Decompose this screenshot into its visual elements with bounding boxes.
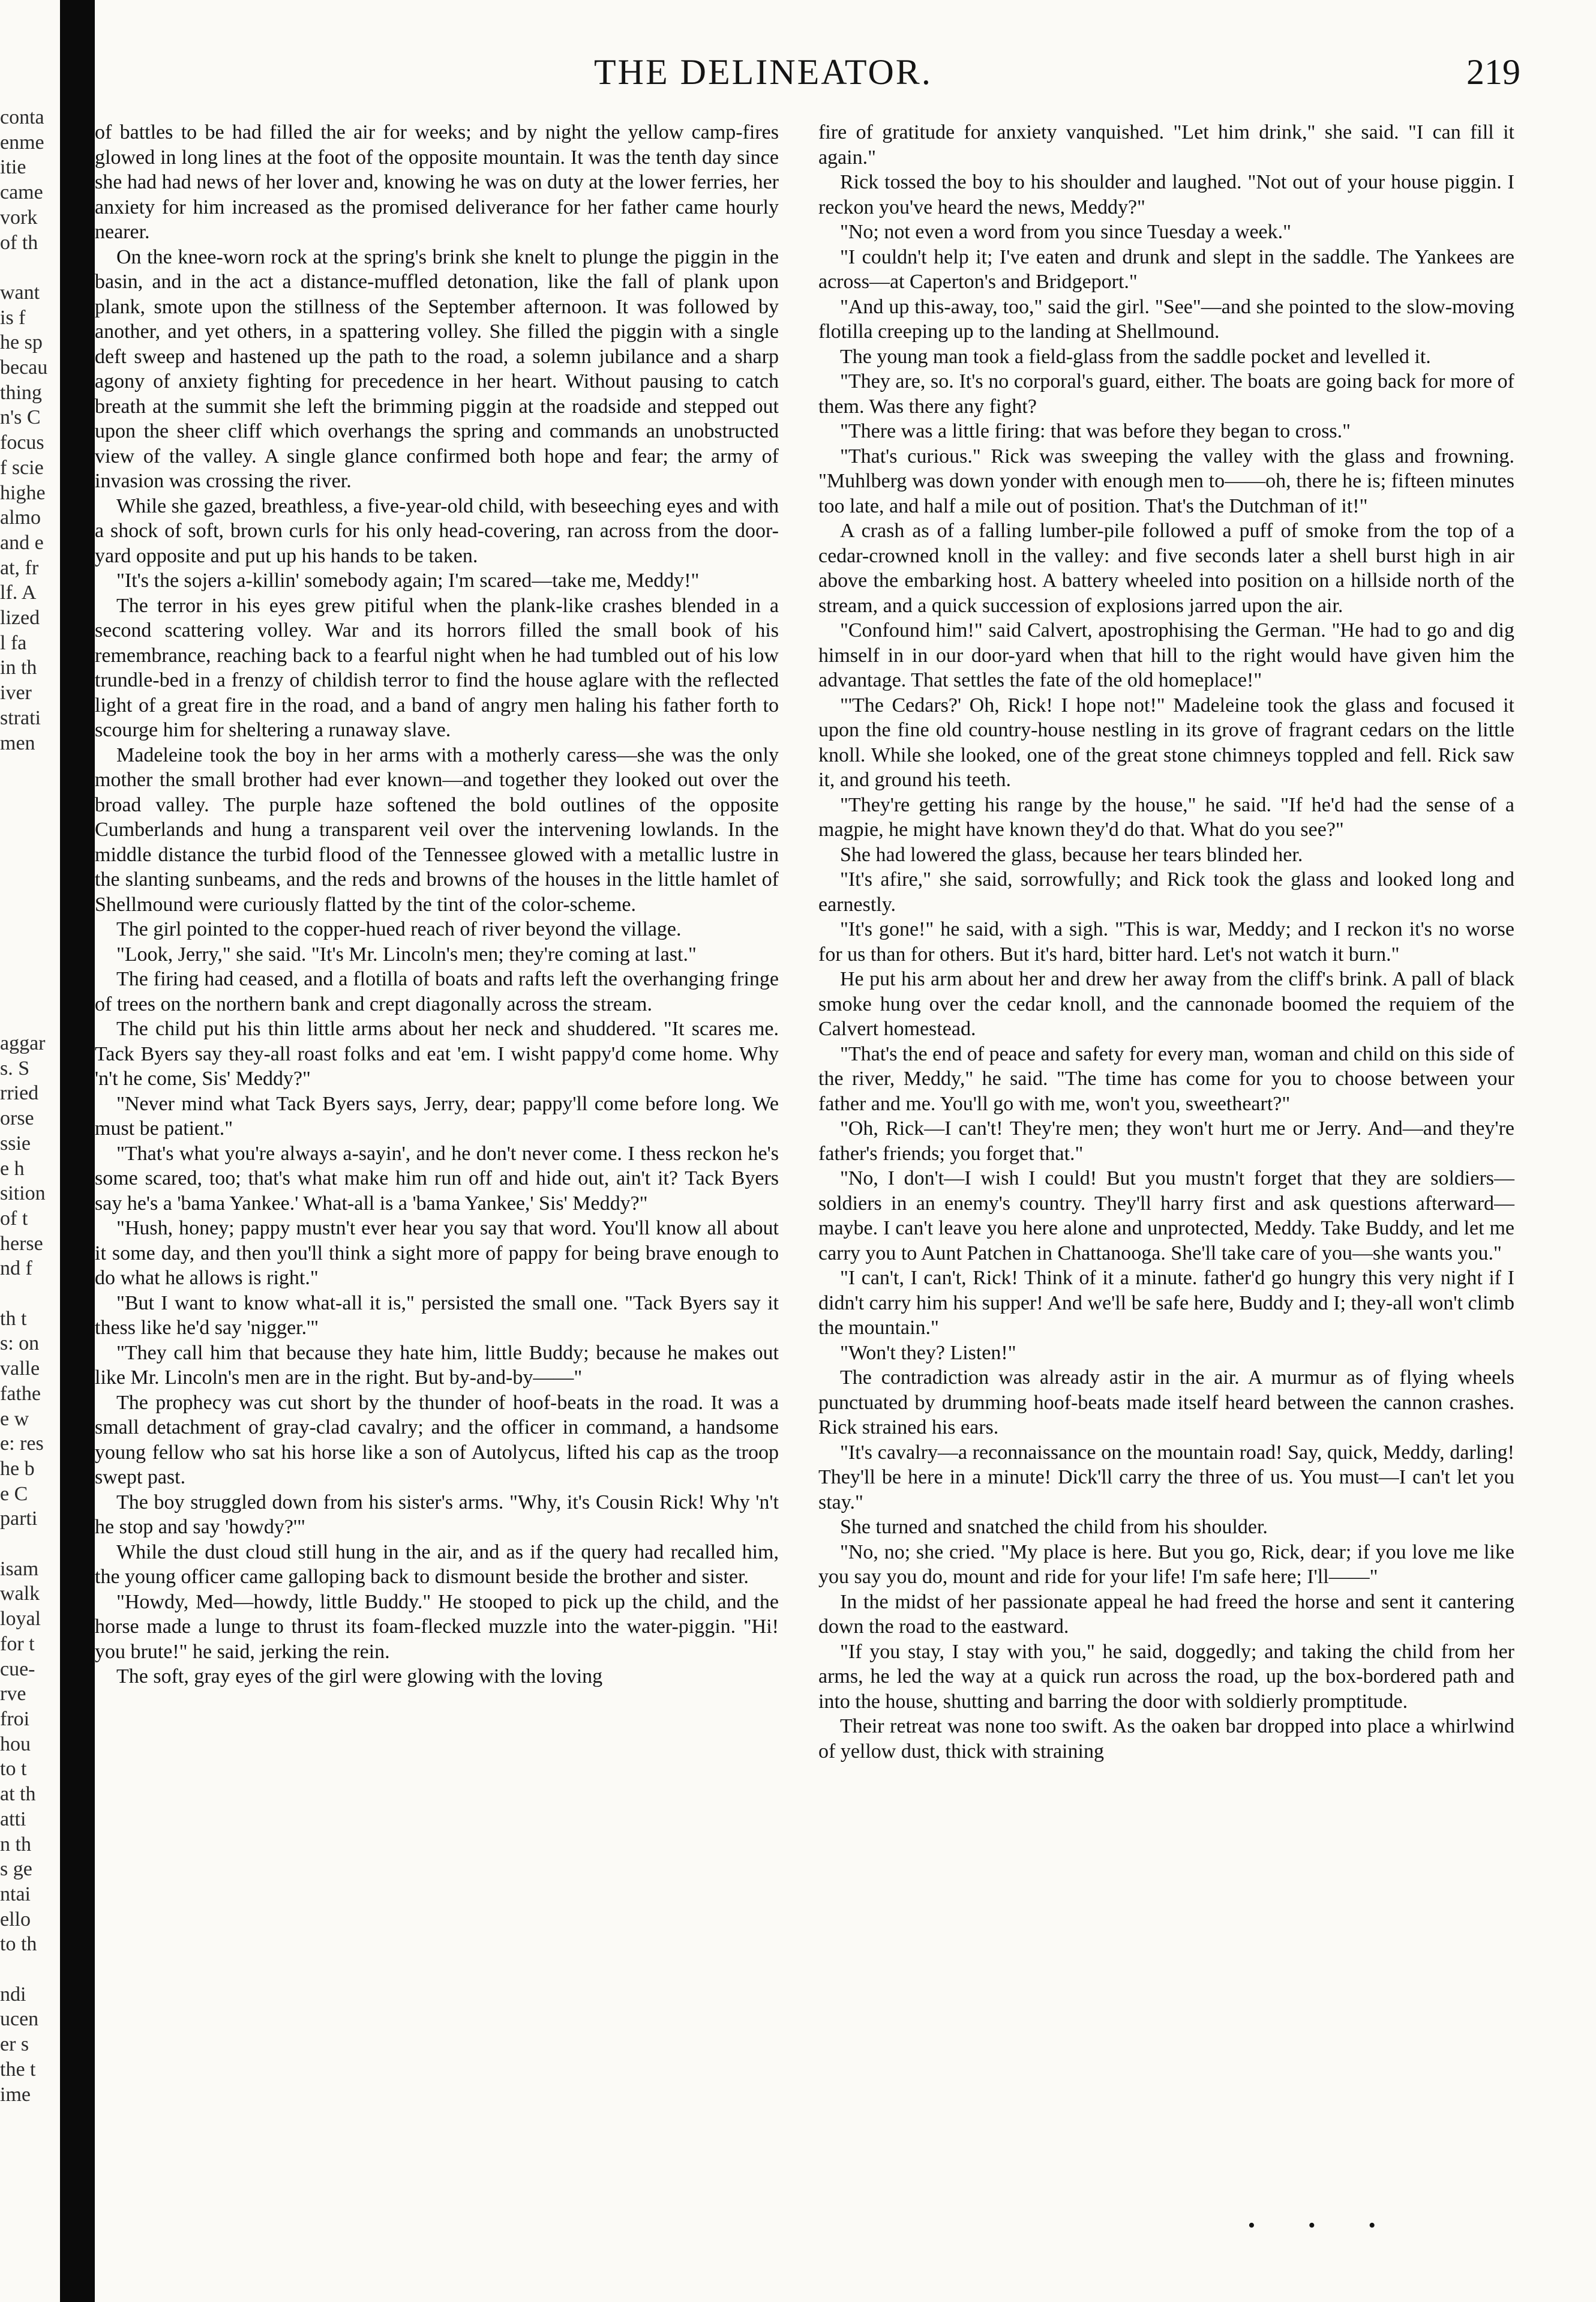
margin-fragment: becau <box>0 356 48 379</box>
paragraph: A crash as of a falling lumber-pile followed a puff of smoke from the top of a cedar-crowned knoll in the valley: and five seconds later a shell burst high in air above the embarking host. A battery wheeled into position on a hillside north of the stream, and a quick succession of explosions jarred upon the air. <box>818 520 1514 617</box>
margin-fragment: nd f <box>0 1257 32 1280</box>
margin-fragment: to t <box>0 1758 27 1781</box>
margin-fragment: n th <box>0 1833 31 1856</box>
margin-fragment: e h <box>0 1157 25 1180</box>
facing-page-margin <box>0 105 63 2190</box>
margin-fragment: he sp <box>0 331 43 354</box>
margin-fragment: cue- <box>0 1657 35 1680</box>
paragraph: "It's cavalry—a reconnaissance on the mountain road! Say, quick, Meddy, darling! They'll be here in a minute! Dick'll carry the three of us. You must—I can't let you stay." <box>818 1441 1514 1513</box>
margin-fragment <box>0 806 63 831</box>
margin-fragment: rve <box>0 1683 26 1705</box>
paragraph: While the dust cloud still hung in the air, and as if the query had recalled him, the young officer came galloping back to dismount beside the brother and sister. <box>95 1540 779 1588</box>
paragraph: fire of gratitude for anxiety vanquished. "Let him drink," she said. "I can fill it again." <box>818 121 1514 169</box>
margin-fragment: lf. A <box>0 582 37 604</box>
paragraph: He put his arm about her and drew her away from the cliff's brink. A pall of black smoke hung over the cedar knoll, and the cannonade boomed the requiem of the Calvert homestead. <box>818 968 1514 1040</box>
margin-fragment: e C <box>0 1482 28 1505</box>
paragraph: "Never mind what Tack Byers says, Jerry, dear; pappy'll come before long. We must be patient." <box>95 1092 779 1140</box>
margin-fragment <box>0 831 63 856</box>
margin-fragment: fathe <box>0 1382 41 1405</box>
margin-fragment: of th <box>0 231 38 254</box>
margin-fragment <box>0 756 63 781</box>
page-number: 219 <box>1466 52 1520 92</box>
paragraph: The soft, gray eyes of the girl were glowing with the loving <box>116 1665 603 1687</box>
margin-fragment: in th <box>0 657 37 679</box>
paragraph: The contradiction was already astir in the air. A murmur as of flying wheels punctuated by drumming hoof-beats made itself heard between the cannon crashes. Rick strained his ears. <box>818 1366 1514 1438</box>
margin-fragment <box>0 931 63 956</box>
paragraph: "It's the sojers a-killin' somebody again; I'm scared—take me, Meddy!" <box>116 569 700 592</box>
margin-fragment: s. S <box>0 1057 30 1080</box>
footer-marks: • • • <box>1248 2214 1400 2237</box>
paragraph: "No; not even a word from you since Tuesday a week." <box>840 221 1292 243</box>
paragraph: Rick tossed the boy to his shoulder and laughed. "Not out of your house piggin. I reckon you've heard the news, Meddy?" <box>818 171 1514 218</box>
margin-fragment: lized <box>0 607 40 630</box>
margin-fragment: ssie <box>0 1132 31 1155</box>
margin-fragment: ntai <box>0 1883 31 1905</box>
margin-fragment: herse <box>0 1232 43 1255</box>
margin-fragment: l fa <box>0 631 27 654</box>
paragraph: "Confound him!" said Calvert, apostrophising the German. "He had to go and dig himself in in our door-yard when that hill to the right would have given him the advantage. That settles the fate of the old homeplace!" <box>818 619 1514 691</box>
paragraph: The boy struggled down from his sister's arms. "Why, it's Cousin Rick! Why 'n't he stop and say 'howdy?'" <box>95 1491 779 1538</box>
left-column <box>95 120 779 1689</box>
margin-fragment: rried <box>0 1082 39 1105</box>
paragraph: "'The Cedars?' Oh, Rick! I hope not!" Madeleine took the glass and focused it upon the fine old country-house nestling in its grove of fragrant cedars on the little knoll. While she looked, one of the great stone chimneys toppled and fell. Rick saw it, and ground his teeth. <box>818 694 1514 791</box>
margin-fragment: loyal <box>0 1608 41 1630</box>
paragraph: The young man took a field-glass from the saddle pocket and levelled it. <box>840 345 1431 368</box>
margin-fragment: the t <box>0 2058 36 2081</box>
paragraph: "But I want to know what-all it is," persisted the small one. "Tack Byers say it thess like he'd say 'nigger.'" <box>95 1291 779 1339</box>
margin-fragment: e w <box>0 1407 29 1430</box>
paragraph: "They call him that because they hate him, little Buddy; because he makes out like Mr. Lincoln's men are in the right. But by-and-by——" <box>95 1341 779 1389</box>
running-head: THE DELINEATOR. <box>594 52 932 92</box>
paragraph: "There was a little firing: that was before they began to cross." <box>840 420 1351 442</box>
paragraph: "That's what you're always a-sayin', and he don't never come. I thess reckon he's some scared, too; that's what make him run off and hide out, ain't it? Tack Byers say he's a 'bama Yankee.' What-all is a 'bama Yankee,' Sis' Meddy?" <box>95 1142 779 1215</box>
margin-fragment: conta <box>0 106 44 128</box>
margin-fragment: focus <box>0 431 44 454</box>
margin-fragment: at, fr <box>0 556 39 579</box>
margin-fragment <box>0 1281 63 1306</box>
margin-fragment: ello <box>0 1908 31 1931</box>
margin-fragment: ucen <box>0 2008 39 2031</box>
margin-fragment: strati <box>0 706 41 729</box>
paragraph: "Howdy, Med—howdy, little Buddy." He stooped to pick up the child, and the horse made a lunge to thrust its foam-flecked muzzle into the water-piggin. "Hi! you brute!" he said, jerking the rein. <box>95 1590 779 1663</box>
margin-fragment: for t <box>0 1632 35 1655</box>
paragraph: "I couldn't help it; I've eaten and drunk and slept in the saddle. The Yankees are across—at Caperton's and Bridgeport." <box>818 245 1514 293</box>
paragraph: The terror in his eyes grew pitiful when the plank-like crashes blended in a second scattering volley. War and its horrors filled the small book of his remembrance, reaching back to a fearful night when he had tumbled out of his low trundle-bed in a frenzy of childish terror to find the house aglare with the reflected light of a great fire in the road, and a band of angry men haling his father forth to scourge him for sheltering a runaway slave. <box>95 594 779 741</box>
margin-fragment: ime <box>0 2083 31 2106</box>
margin-fragment: walk <box>0 1582 40 1605</box>
margin-fragment: ndi <box>0 1983 26 2006</box>
margin-fragment: is f <box>0 306 26 329</box>
margin-fragment <box>0 906 63 931</box>
margin-fragment: iver <box>0 682 32 705</box>
margin-fragment: came <box>0 181 43 204</box>
paragraph: "No, I don't—I wish I could! But you mustn't forget that they are soldiers—soldiers in an enemy's country. They'll harry first and ask questions afterward—maybe. I can't leave you here alone and unprotected, Meddy. Take Buddy, and let me carry you to Aunt Patchen in Chattanooga. She'll take care of you—she wants you." <box>818 1167 1514 1264</box>
margin-fragment: n's C <box>0 406 41 429</box>
margin-fragment: at th <box>0 1783 36 1806</box>
paragraph: Madeleine took the boy in her arms with a motherly caress—she was the only mother the small brother had ever known—and together they looked out over the broad valley. The purple haze softened the bold outlines of the opposite Cumberlands and hung a transparent veil over the intervening lowlands. In the middle distance the turbid flood of the Tennessee glowed with a metallic lustre in the slanting sunbeams, and the reds and browns of the houses in the little hamlet of Shellmound were curiously flatted by the tint of the color-scheme. <box>95 744 779 916</box>
paragraph: In the midst of her passionate appeal he had freed the horse and sent it cantering down the road to the eastward. <box>818 1590 1514 1638</box>
margin-fragment <box>0 881 63 906</box>
margin-fragment <box>0 856 63 881</box>
margin-fragment: highe <box>0 481 46 504</box>
paragraph: "That's curious." Rick was sweeping the valley with the glass and frowning. "Muhlberg was down yonder with enough men to——oh, there he is; fifteen minutes too late, and half a mile out of position. That's the Dutchman of it!" <box>818 445 1514 517</box>
paragraph: "Look, Jerry," she said. "It's Mr. Lincoln's men; they're coming at last." <box>116 943 697 966</box>
paragraph: "If you stay, I stay with you," he said, doggedly; and taking the child from her arms, he led the way at a quick run across the road, up the box-bordered path and into the house, shutting and barring the door with soldierly promptitude. <box>818 1640 1514 1713</box>
margin-fragment: orse <box>0 1107 34 1130</box>
margin-fragment: valle <box>0 1357 40 1380</box>
paragraph: "Won't they? Listen!" <box>840 1341 1016 1364</box>
margin-fragment: to th <box>0 1933 37 1956</box>
margin-fragment: itie <box>0 156 26 179</box>
margin-fragment: atti <box>0 1808 26 1830</box>
binding-gutter <box>60 0 95 2302</box>
paragraph: "And up this-away, too," said the girl. "See"—and she pointed to the slow-moving flotilla creeping up to the landing at Shellmound. <box>818 295 1514 343</box>
margin-fragment <box>0 781 63 806</box>
paragraph: On the knee-worn rock at the spring's brink she knelt to plunge the piggin in the basin, and in the act a distance-muffled detonation, like the fall of plank upon plank, smote upon the stillness of the September afternoon. It was followed by another, and yet others, in a spattering volley. She filled the piggin with a single deft sweep and hastened up the path to the road, a solemn jubilance and a sharp agony of anxiety fighting for precedence in her heart. Without pausing to catch breath at the summit she left the brimming piggin at the roadside and stepped out upon the sheer cliff which overhangs the spring and commands an unobstructed view of the valley. A single glance confirmed both hope and fear; the army of invasion was crossing the river. <box>95 245 779 492</box>
paragraph: "It's afire," she said, sorrowfully; and Rick took the glass and looked long and earnestly. <box>818 868 1514 916</box>
margin-fragment: th t <box>0 1307 27 1330</box>
paragraph: She had lowered the glass, because her tears blinded her. <box>840 843 1303 866</box>
paragraph: She turned and snatched the child from his shoulder. <box>840 1516 1268 1538</box>
margin-fragment: thing <box>0 381 42 404</box>
paragraph: The prophecy was cut short by the thunder of hoof-beats in the road. It was a small detachment of gray-clad cavalry; and the officer in command, a handsome young fellow who sat his horse like a son of Autolycus, lifted his cap as the troop swept past. <box>95 1391 779 1488</box>
paragraph: "I can't, I can't, Rick! Think of it a minute. father'd go hungry this very night if I didn't carry him his supper! And we'll be safe here, Buddy and I; they-all won't climb the mountain." <box>818 1267 1514 1339</box>
paragraph: The girl pointed to the copper-hued reach of river beyond the village. <box>116 918 682 940</box>
margin-fragment: s ge <box>0 1858 32 1881</box>
margin-fragment: men <box>0 732 35 754</box>
margin-fragment: er s <box>0 2033 29 2056</box>
margin-fragment: isam <box>0 1557 39 1580</box>
margin-fragment: he b <box>0 1457 35 1480</box>
margin-fragment: and e <box>0 531 44 554</box>
margin-fragment: e: res <box>0 1432 44 1455</box>
margin-fragment <box>0 956 63 981</box>
paragraph: "Hush, honey; pappy mustn't ever hear you say that word. You'll know all about it some day, and then you'll think a sight more of pappy for being brave enough to do what he allows is right." <box>95 1217 779 1289</box>
paragraph: While she gazed, breathless, a five-year-old child, with beseeching eyes and with a shock of soft, brown curls for his only head-covering, ran across from the door-yard opposite and put up his hands to be taken. <box>95 494 779 567</box>
paragraph: "They're getting his range by the house," he said. "If he'd had the sense of a magpie, he might have known they'd do that. What do you see?" <box>818 793 1514 841</box>
margin-fragment: froi <box>0 1708 30 1730</box>
margin-fragment: sition <box>0 1182 46 1205</box>
margin-fragment: s: on <box>0 1332 40 1355</box>
margin-fragment: f scie <box>0 456 44 479</box>
paragraph: "No, no; she cried. "My place is here. But you go, Rick, dear; if you love me like you say you do, mount and ride for your life! I'm safe here; I'll——" <box>818 1540 1514 1588</box>
margin-fragment <box>0 981 63 1006</box>
margin-fragment: vork <box>0 206 38 229</box>
paragraph: Their retreat was none too swift. As the oaken bar dropped into place a whirlwind of yellow dust, thick with straining <box>818 1715 1514 1763</box>
paragraph: "It's gone!" he said, with a sigh. "This is war, Meddy; and I reckon it's no worse for us than for others. But it's hard, bitter hard. Let's not watch it burn." <box>818 918 1514 966</box>
margin-fragment <box>0 1531 63 1557</box>
margin-fragment: want <box>0 281 40 304</box>
paragraph: The firing had ceased, and a flotilla of boats and rafts left the overhanging fringe of trees on the northern bank and crept diagonally across the stream. <box>95 968 779 1015</box>
margin-fragment: of t <box>0 1207 28 1230</box>
paragraph: "That's the end of peace and safety for every man, woman and child on this side of the river, Meddy," he said. "The time has come for you to choose between your father and me. You'll go with me, won't you, sweetheart?" <box>818 1042 1514 1115</box>
margin-fragment: hou <box>0 1733 31 1755</box>
paragraph: "Oh, Rick—I can't! They're men; they won't hurt me or Jerry. And—and they're father's friends; you forget that." <box>818 1117 1514 1165</box>
margin-fragment <box>0 255 63 280</box>
margin-fragment <box>0 1957 63 1982</box>
right-column <box>818 120 1514 1764</box>
paragraph: of battles to be had filled the air for weeks; and by night the yellow camp-fires glowed in long lines at the foot of the opposite mountain. It was the tenth day since she had had news of her lover and, knowing he was on duty at the lower ferries, her anxiety for him increased as the promised deliverance for her father came hourly nearer. <box>95 121 779 243</box>
margin-fragment: parti <box>0 1507 38 1530</box>
margin-fragment: aggar <box>0 1032 46 1055</box>
paragraph: "They are, so. It's no corporal's guard, either. The boats are going back for more of them. Was there any fight? <box>818 370 1514 418</box>
margin-fragment: enme <box>0 131 44 154</box>
margin-fragment: almo <box>0 506 41 529</box>
paragraph: The child put his thin little arms about her neck and shuddered. "It scares me. Tack Byers say they-all roast folks and eat 'em. I wisht pappy'd come home. Why 'n't he come, Sis' Meddy?" <box>95 1018 779 1090</box>
margin-fragment <box>0 1006 63 1031</box>
